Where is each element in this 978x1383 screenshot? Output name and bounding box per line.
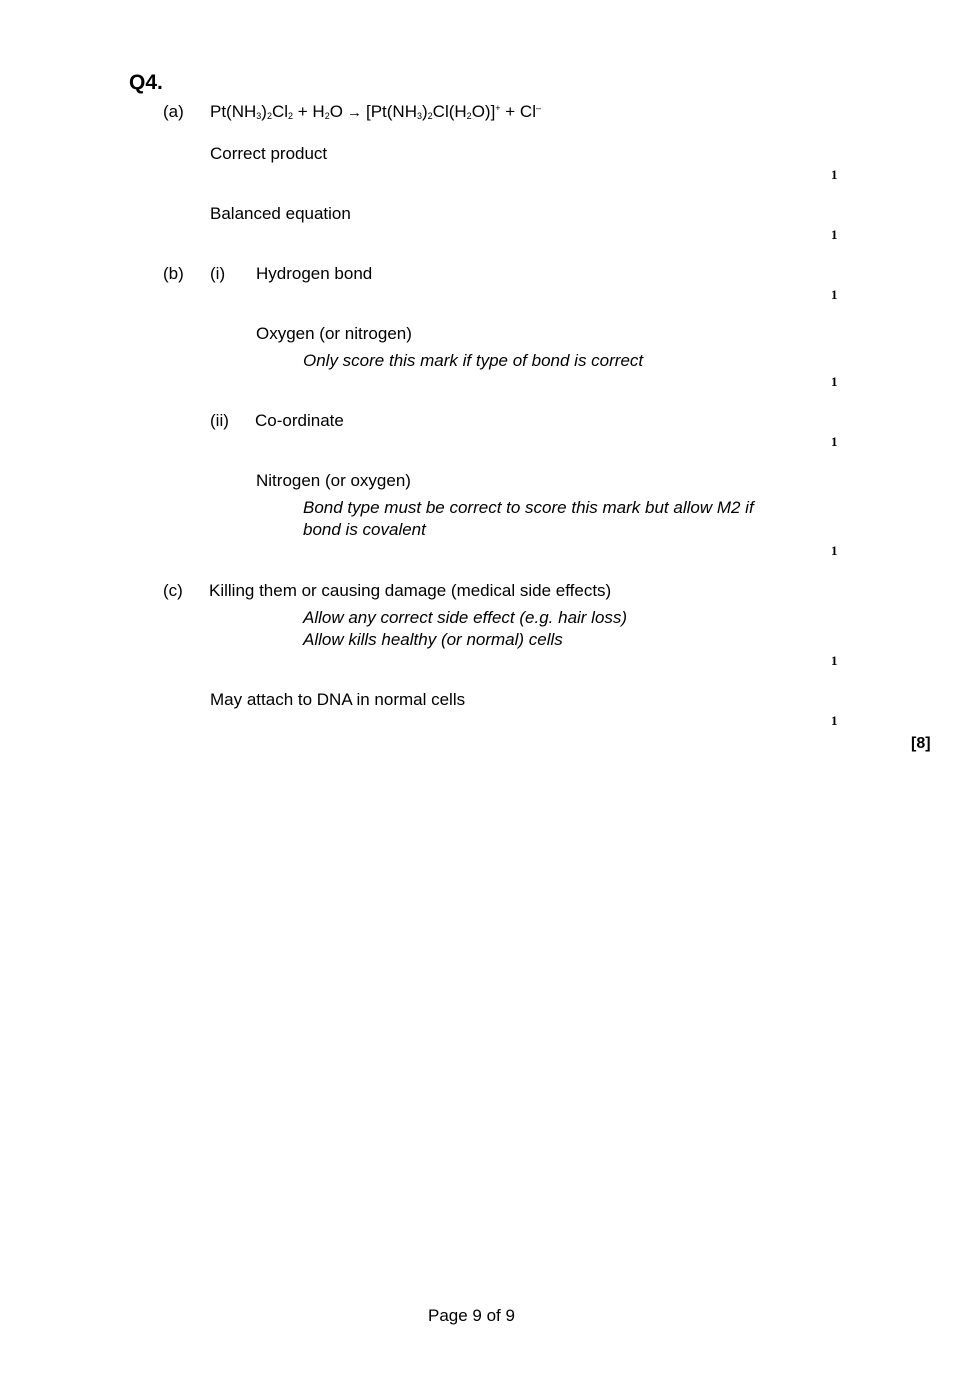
- part-a-equation: [210, 102, 541, 122]
- eq-text: ): [421, 102, 428, 121]
- eq-sub: 2: [324, 111, 330, 121]
- page-footer: Page 9 of 9: [428, 1306, 515, 1325]
- eq-text: Cl(H: [432, 102, 467, 121]
- part-b-i-line2: Oxygen (or nitrogen): [256, 324, 412, 343]
- mark: 1: [831, 653, 838, 668]
- part-b-i-note: Only score this mark if type of bond is correct: [303, 351, 644, 370]
- mark: 1: [831, 713, 838, 728]
- part-c-note-2: Allow kills healthy (or normal) cells: [303, 630, 563, 649]
- eq-sub: 3: [256, 111, 262, 121]
- part-b-ii-label: (ii): [210, 411, 229, 430]
- part-b-ii-line1: Co-ordinate: [255, 411, 344, 430]
- eq-text: Cl: [271, 102, 289, 121]
- reaction-arrow-icon: →: [346, 104, 362, 121]
- part-c-label: (c): [163, 581, 183, 600]
- eq-text: Pt(NH: [210, 102, 257, 121]
- total-marks: [8]: [911, 735, 931, 752]
- part-a-line1: Correct product: [210, 144, 328, 163]
- mark: 1: [831, 227, 838, 242]
- part-b-label: (b): [163, 264, 184, 283]
- eq-sup: +: [495, 103, 501, 113]
- part-b-i-line1: Hydrogen bond: [256, 264, 373, 283]
- eq-text: O: [329, 102, 343, 121]
- part-b-ii-line2: Nitrogen (or oxygen): [256, 471, 411, 490]
- mark: 1: [831, 374, 838, 389]
- eq-text: O)]: [471, 102, 496, 121]
- part-b-ii-note-2: bond is covalent: [303, 520, 426, 539]
- eq-text: [Pt(NH: [365, 102, 417, 121]
- eq-text: + H: [293, 102, 325, 121]
- part-c-line1: Killing them or causing damage (medical side effects): [209, 581, 612, 600]
- eq-sub: 2: [288, 111, 294, 121]
- part-b-ii-note-1: Bond type must be correct to score this mark but allow M2 if: [303, 498, 754, 517]
- part-a-line2: Balanced equation: [210, 204, 351, 223]
- mark: 1: [831, 287, 838, 302]
- eq-sub: 2: [466, 111, 472, 121]
- eq-sub: 2: [427, 111, 433, 121]
- part-a-label: (a): [163, 102, 184, 121]
- eq-text: ): [261, 102, 267, 121]
- mark: 1: [831, 543, 838, 558]
- question-title: Q4.: [129, 71, 163, 94]
- part-b-i-label: (i): [210, 264, 226, 283]
- part-c-note-1: Allow any correct side effect (e.g. hair loss): [303, 608, 628, 627]
- mark: 1: [831, 167, 838, 182]
- mark: 1: [831, 434, 838, 449]
- eq-sub: 3: [416, 111, 422, 121]
- eq-sup: –: [536, 103, 542, 113]
- part-c-line2: May attach to DNA in normal cells: [210, 690, 466, 709]
- eq-text: + Cl: [500, 102, 536, 121]
- eq-sub: 2: [266, 111, 272, 121]
